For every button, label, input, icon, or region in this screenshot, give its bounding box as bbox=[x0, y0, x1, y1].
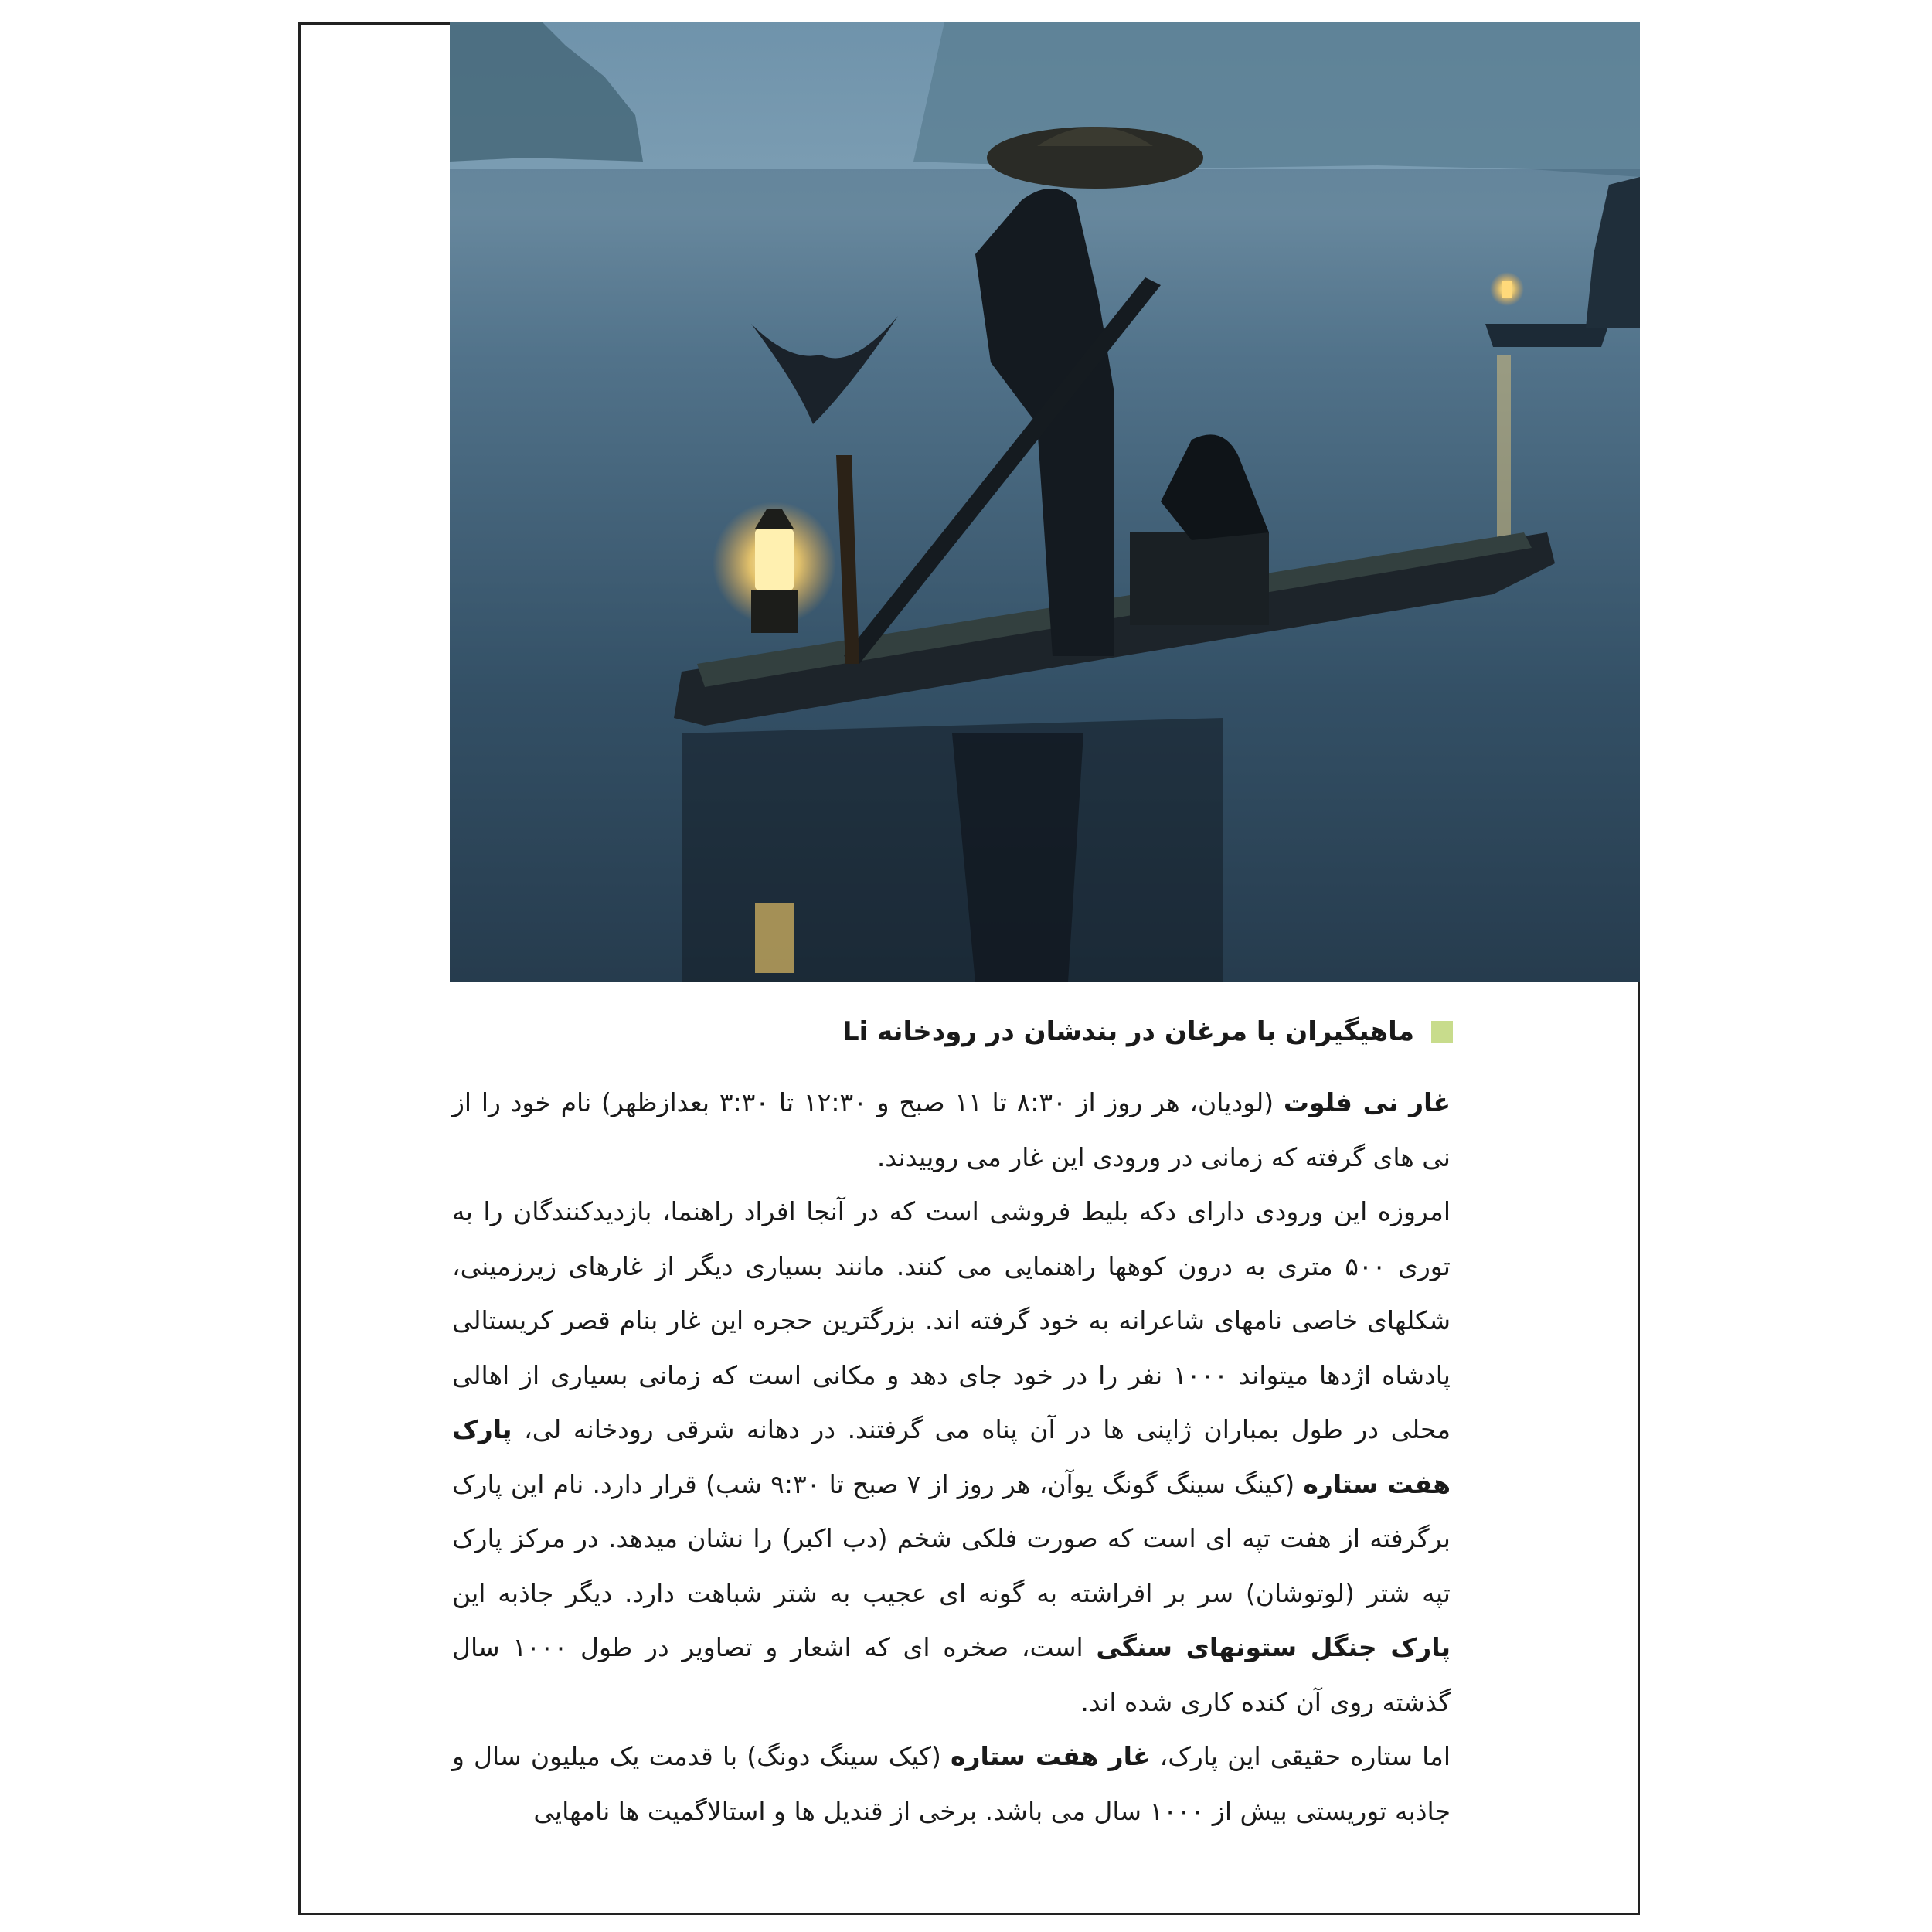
bold-term: پارک هفت ستاره bbox=[452, 1414, 1451, 1499]
caption-text: ماهیگیران با مرغان در بندشان در رودخانه Li bbox=[842, 1016, 1414, 1047]
paragraph-text: اما ستاره حقیقی این پارک، bbox=[1150, 1741, 1451, 1771]
cormorant-fisherman-photo bbox=[450, 22, 1640, 982]
paragraph-1 bbox=[452, 1076, 1451, 1185]
article-body bbox=[452, 1076, 1451, 1838]
paragraph-text: (کیک سینگ دونگ) با قدمت یک میلیون سال و جاذبه توریستی بیش از ۱۰۰۰ سال می باشد. برخی از قندیل ها و استالاگمیت ها نامهایی bbox=[452, 1741, 1451, 1826]
paragraph-text: (لودیان، هر روز از ۸:۳۰ تا ۱۱ صبح و ۱۲:۳۰ تا ۳:۳۰ بعدازظهر) نام خود را از نی های گرفته که زمانی در ورودی این غار می روییدند. bbox=[452, 1087, 1451, 1172]
paragraph-text: امروزه این ورودی دارای دکه بلیط فروشی است که در آنجا افراد راهنما، بازدیدکنندگان را به توری ۵۰۰ متری به درون کوهها راهنمایی می کنند. مانند بسیاری دیگر از غارهای زیرزمینی، شکلهای خاصی نامهای شاعرانه به خود گرفته اند. بزرگترین حجره این غار بنام قصر کریستالی پادشاه اژدها میتواند ۱۰۰۰ نفر را در خود جای دهد و مکانی است که زمانی بسیاری از اهالی محلی در طول بمباران ژاپنی ها در آن پناه می گرفتند. در دهانه شرقی رودخانه لی، bbox=[452, 1196, 1451, 1444]
paragraph-text: (کینگ سینگ گونگ یوآن، هر روز از ۷ صبح تا ۹:۳۰ شب) قرار دارد. نام این پارک برگرفته از هفت تپه ای است که صورت فلکی شخم (دب اکبر) را نشان میدهد. در مرکز پارک تپه شتر (لوتوشان) سر بر افراشته به گونه ای عجیب به شتر شباهت دارد. دیگر جاذبه این bbox=[452, 1468, 1451, 1608]
paragraph-2 bbox=[452, 1185, 1451, 1730]
bold-term: غار نی فلوت bbox=[1283, 1087, 1451, 1117]
paragraph-3 bbox=[452, 1730, 1451, 1838]
caption-square-icon bbox=[1431, 1021, 1453, 1043]
bold-term: پارک جنگل ستونهای سنگی bbox=[1096, 1632, 1451, 1662]
paragraph-text: است، صخره ای که اشعار و تصاویر در طول ۱۰۰۰ سال گذشته روی آن کنده کاری شده اند. bbox=[452, 1632, 1451, 1717]
photo-caption bbox=[842, 1009, 1453, 1055]
bold-term: غار هفت ستاره bbox=[951, 1741, 1151, 1771]
photo-illustration bbox=[450, 22, 1640, 982]
